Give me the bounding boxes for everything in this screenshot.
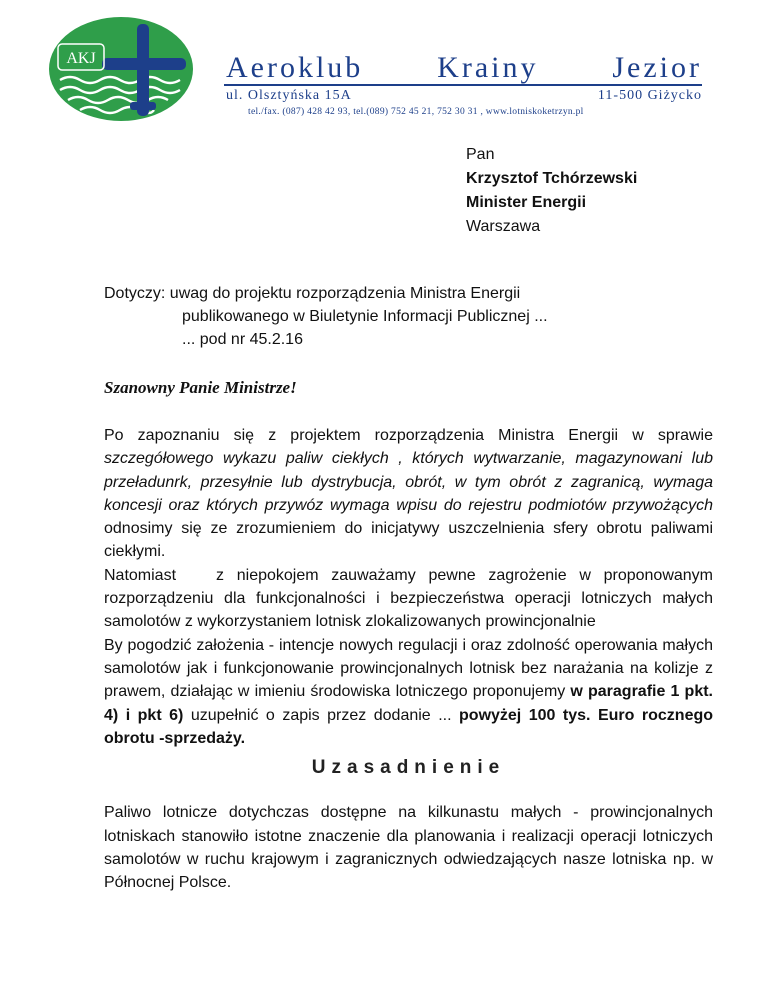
section-heading: Uzasadnienie: [311, 757, 506, 779]
p1-start: Po zapoznaniu się z projektem rozporządzenia Ministra Energii w sprawie: [104, 427, 713, 444]
paragraph-1: [104, 424, 713, 564]
paragraph-4: Paliwo lotnicze dotychczas dostępne na kilkunastu małych - prowincjonalnych lotniskach stanowiło istotne znaczenie dla planowania i realizacji operacji lotniczych samolotów w ruchu krajowym i zagranicznych odwiedzających nasze lotniska np. w Północnej Polsce.: [104, 804, 713, 892]
recipient-block: [466, 143, 637, 239]
address-city: 11-500 Giżycko: [597, 88, 702, 103]
p3-mid: uzupełnić o zapis przez dodanie ...: [183, 706, 460, 724]
subject-line-1: Dotyczy: uwag do projektu rozporządzenia Ministra Energii: [104, 285, 521, 302]
organization-name: [226, 52, 702, 84]
recipient-title: Minister Energii: [466, 194, 587, 211]
p3-start: By pogodzić założenia - intencje nowych regulacji i oraz zdolność operowania małych samolotów jak i funkcjonowanie prowincjonalnych lotnisk bez narażania na kolizje z prawem, działając w imieniu środowiska lotniczego proponujemy: [104, 636, 713, 701]
recipient-name: Krzysztof Tchórzewski: [466, 170, 638, 187]
p1-end: odnosimy się ze zrozumieniem do inicjatywy uszczelnienia sfery obrotu paliwami ciekłymi.: [104, 520, 713, 561]
org-word-1: Aeroklub: [226, 51, 364, 84]
contact-info: tel./fax. (087) 428 42 93, tel.(089) 752 45 21, 752 30 31 , www.lotniskoketrzyn.pl: [248, 107, 584, 117]
letterhead-divider: [224, 84, 702, 86]
org-word-2: Krainy: [437, 51, 539, 84]
recipient-salutation: Pan: [466, 146, 495, 163]
aeroclub-logo: [46, 14, 196, 124]
logo-text: AKJ: [66, 50, 96, 67]
paragraph-3: [104, 634, 713, 750]
subject-line-2: publikowanego w Biuletynie Informacji Publicznej ...: [182, 308, 548, 325]
letter-body: [104, 424, 713, 895]
p1-italic: szczegółowego wykazu paliw ciekłych , których wytwarzanie, magazynowani lub przeładunrk, przesyłnie lub dystrybucja, obrót, w tym obrót z zagranicą, wymaga koncesji oraz których przywóz wymaga wpisu do rejestru podmiotów przywożących: [104, 450, 713, 514]
subject-block: [104, 282, 548, 351]
p3-bold-1: w paragrafie 1 pkt. 4) i pkt 6): [104, 683, 713, 724]
p2-rest: z niepokojem zauważamy pewne zagrożenie w proponowanym rozporządzeniu dla funkcjonalności i bezpieczeństwa operacji lotniczych małych samolotów z wykorzystaniem lotnisk zlokalizowanych prowincjonalnie: [104, 566, 713, 631]
recipient-city: Warszawa: [466, 218, 541, 235]
address-street: ul. Olsztyńska 15A: [226, 88, 352, 103]
p3-bold-2: powyżej 100 tys. Euro rocznego obrotu -sprzedaży.: [104, 706, 714, 747]
org-word-3: Jezior: [612, 51, 702, 84]
paragraph-2: [104, 564, 713, 634]
p2-start: Natomiast: [104, 566, 177, 584]
subject-line-3: ... pod nr 45.2.16: [182, 331, 303, 348]
greeting: Szanowny Panie Ministrze!: [104, 378, 297, 397]
